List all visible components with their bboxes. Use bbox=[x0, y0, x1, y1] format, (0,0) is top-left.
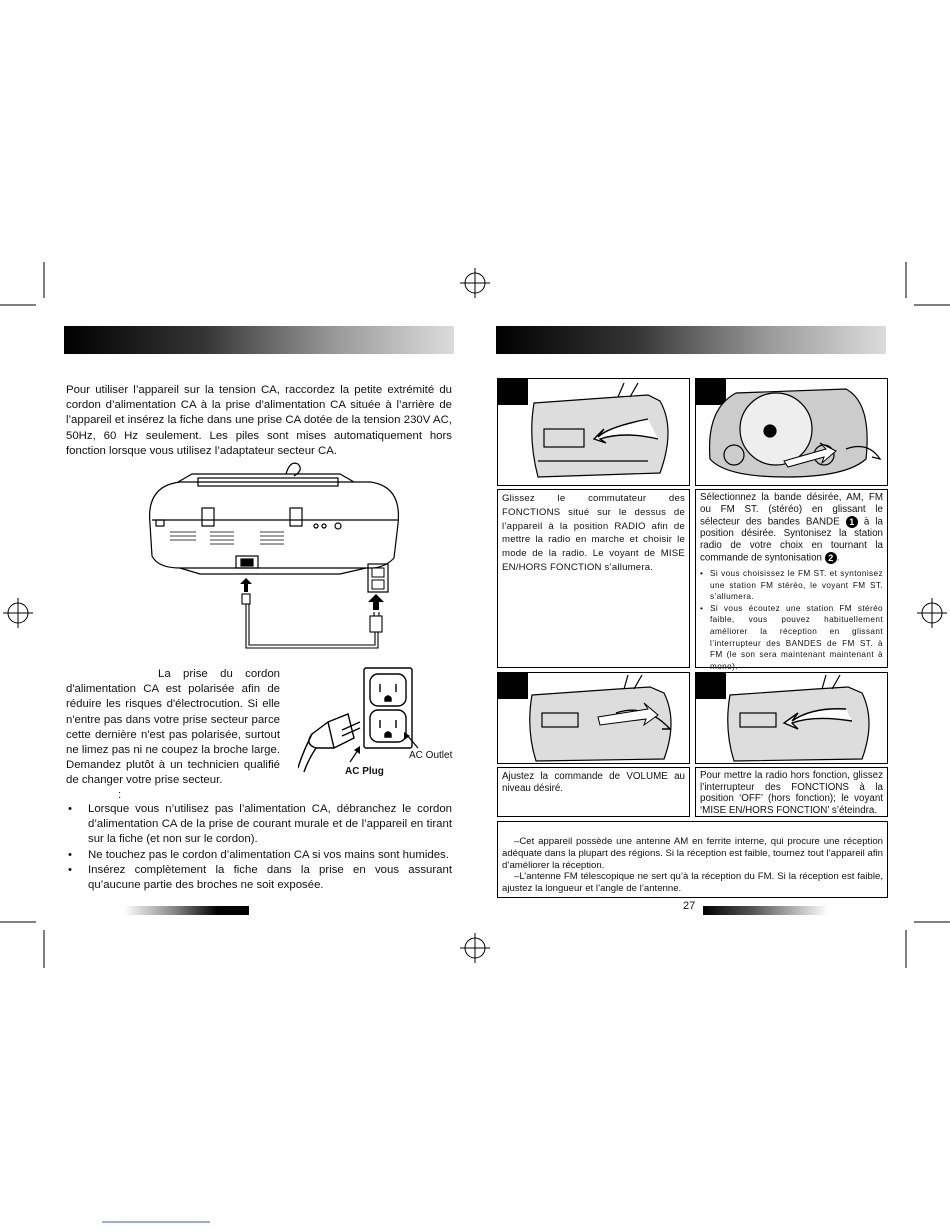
radio-volume-illustration bbox=[498, 673, 689, 763]
antenna-fm-text: –L’antenne FM télescopique ne sert qu’à la réception du FM. Si la réception est faible, ajustez la longueur et l’angle de l’antenne. bbox=[502, 871, 883, 895]
step4-text: Pour mettre la radio hors fonction, glissez l’interrupteur des FONCTIONS à la position ‘OFF’ (hors fonction); le voyant ‘MISE EN/HORS FONCTION’ s’éteindra. bbox=[700, 770, 883, 816]
step1-text-box bbox=[497, 489, 690, 668]
step3-text: Ajustez la commande de VOLUME au niveau désiré. bbox=[502, 771, 685, 795]
right-section-header-bar bbox=[496, 326, 886, 354]
step3-image-box bbox=[497, 672, 690, 764]
step3-text-box bbox=[497, 767, 690, 817]
step2-text bbox=[700, 492, 883, 564]
tuning-control-callout: 2 bbox=[825, 552, 837, 564]
left-footer-bar bbox=[124, 906, 249, 915]
page-number: 27 bbox=[683, 900, 696, 912]
step1-image-box bbox=[497, 378, 690, 486]
ac-outlet-label: AC Outlet bbox=[409, 750, 453, 761]
antenna-note bbox=[502, 836, 883, 895]
step2-text-part1: Sélectionnez la bande désirée, AM, FM ou FM ST. (stéréo) en glissant le sélecteur des bandes BANDE bbox=[700, 492, 883, 528]
boombox-rear-diagram bbox=[140, 456, 410, 656]
notes-colon: : bbox=[118, 789, 122, 801]
radio-side-illustration bbox=[498, 379, 689, 485]
antenna-am-text: –Cet appareil possède une antenne AM en ferrite interne, qui procure une réception adéquate dans la plupart des régions. Si la réception est faible, tournez tout l’appareil afin d’améliorer la réception. bbox=[502, 836, 883, 871]
step1-text: Glissez le commutateur des FONCTIONS situé sur le dessus de l’appareil à la position RADIO afin de mettre la radio en marche et choisir le mode de la radio. Le voyant de MISE EN/HORS FONCTION s’allumera. bbox=[502, 493, 685, 573]
ac-plug-label: AC Plug bbox=[345, 766, 384, 777]
left-section-header-bar bbox=[64, 326, 454, 354]
step2-text-part3: . bbox=[836, 552, 840, 564]
note-item: • Ne touchez pas le cordon d’alimentation CA si vos mains sont humides. bbox=[66, 848, 452, 863]
notes-list bbox=[66, 802, 452, 893]
step2-bullet: • Si vous choisissez le FM ST. et syntonisez une station FM stéréo, le voyant FM ST. s’allumera. bbox=[700, 568, 883, 603]
step2-text-box bbox=[695, 489, 888, 671]
note-item: • Lorsque vous n’utilisez pas l’alimentation CA, débranchez le cordon d’alimentation CA de la prise de courant murale et de l’appareil en tirant sur la fiche (et non sur le cordon). bbox=[66, 802, 452, 848]
step4-image-box bbox=[695, 672, 888, 764]
band-selector-callout: 1 bbox=[846, 516, 858, 528]
polarized-plug-text: La prise du cordon d'alimentation CA est polarisée afin de réduire les risques d'électrocution. Si elle n'entre pas dans votre prise secteur parce cette dernière n'est pas polarisée, surtout ne limez pas ni ne coupez la broche large. Demandez plutôt à un technicien qualifié de changer votre prise secteur. bbox=[66, 668, 280, 787]
antenna-note-box bbox=[497, 821, 888, 898]
right-footer-bar bbox=[703, 906, 828, 915]
step4-text-box bbox=[695, 767, 888, 817]
ac-outlet-plug-diagram bbox=[298, 664, 458, 782]
note-item: • Insérez complètement la fiche dans la prise en vous assurant qu’aucune partie des broches ne soit exposée. bbox=[66, 863, 452, 893]
step2-text-part2: à la position désirée. Syntonisez la station radio de votre choix en tournant la commande de syntonisation bbox=[700, 516, 883, 564]
radio-top-illustration bbox=[696, 379, 887, 485]
step2-bullets bbox=[700, 568, 883, 672]
intro-paragraph: Pour utiliser l’appareil sur la tension CA, raccordez la petite extrémité du cordon d’alimentation CA à la prise d’alimentation CA située à l’arrière de l’appareil et insérez la fiche dans une prise CA dotée de la tension 230V AC, 50Hz, 60 Hz seulement. Les piles sont mises automatiquement hors fonction lorsque vous utilisez l’adaptateur secteur CA. bbox=[66, 384, 452, 457]
step2-bullet: • Si vous écoutez une station FM stéréo faible, vous pouvez habituellement améliorer la réception en glissant l’interrupteur des BANDES de FM ST. à FM (le son sera maintenant maintenant à mono). bbox=[700, 603, 883, 673]
step2-image-box bbox=[695, 378, 888, 486]
radio-off-illustration bbox=[696, 673, 887, 763]
polarized-plug-paragraph bbox=[66, 667, 280, 789]
